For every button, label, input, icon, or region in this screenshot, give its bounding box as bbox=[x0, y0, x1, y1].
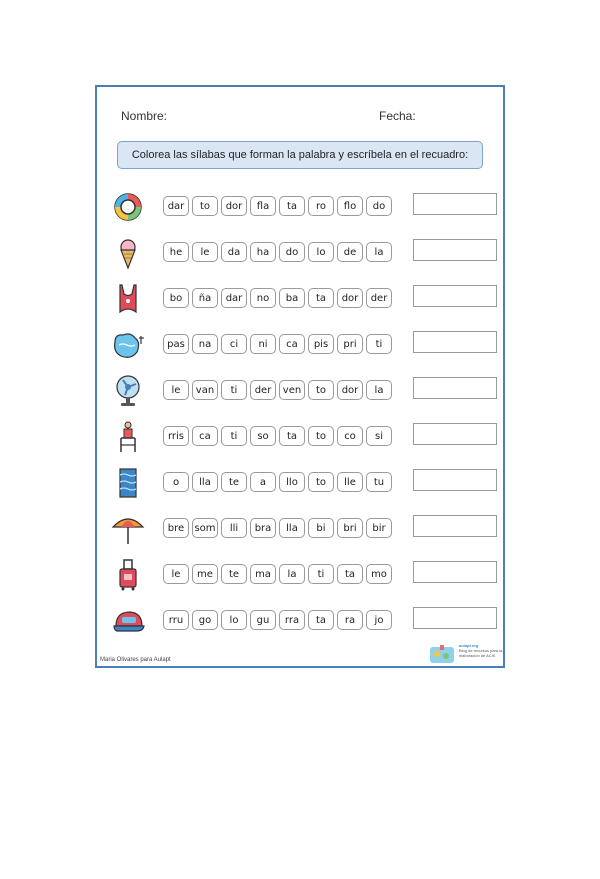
syllable-box[interactable]: bra bbox=[250, 518, 276, 538]
syllable-box[interactable]: ti bbox=[221, 380, 247, 400]
syllable-box[interactable]: ci bbox=[221, 334, 247, 354]
syllable-box[interactable]: rris bbox=[163, 426, 189, 446]
syllable-box[interactable]: pis bbox=[308, 334, 334, 354]
syllable-box[interactable]: lla bbox=[279, 518, 305, 538]
syllable-box[interactable]: na bbox=[192, 334, 218, 354]
syllable-box[interactable]: te bbox=[221, 564, 247, 584]
syllable-box[interactable]: lle bbox=[337, 472, 363, 492]
syllable-box[interactable]: la bbox=[279, 564, 305, 584]
syllable-box[interactable]: tu bbox=[366, 472, 392, 492]
syllable-box[interactable]: o bbox=[163, 472, 189, 492]
syllable-box[interactable]: ro bbox=[308, 196, 334, 216]
syllable-box[interactable]: ca bbox=[279, 334, 305, 354]
syllable-group bbox=[163, 518, 392, 538]
worksheet bbox=[95, 85, 505, 668]
syllable-box[interactable]: ma bbox=[250, 564, 276, 584]
syllable-box[interactable]: ti bbox=[308, 564, 334, 584]
exercise-row bbox=[97, 280, 503, 320]
syllable-box[interactable]: som bbox=[192, 518, 218, 538]
ice-cream-icon bbox=[111, 236, 145, 270]
syllable-box[interactable]: flo bbox=[337, 196, 363, 216]
syllable-box[interactable]: dar bbox=[221, 288, 247, 308]
towel-icon bbox=[111, 466, 145, 500]
syllable-box[interactable]: te bbox=[221, 472, 247, 492]
syllable-box[interactable]: der bbox=[250, 380, 276, 400]
syllable-box[interactable]: bre bbox=[163, 518, 189, 538]
syllable-group bbox=[163, 288, 392, 308]
answer-box[interactable] bbox=[413, 285, 497, 307]
exercise-row bbox=[97, 188, 503, 228]
answer-box[interactable] bbox=[413, 561, 497, 583]
syllable-box[interactable]: do bbox=[366, 196, 392, 216]
syllable-box[interactable]: ca bbox=[192, 426, 218, 446]
syllable-box[interactable]: ta bbox=[279, 426, 305, 446]
brand-block bbox=[459, 643, 503, 658]
answer-box[interactable] bbox=[413, 193, 497, 215]
syllable-group bbox=[163, 426, 392, 446]
syllable-box[interactable]: dor bbox=[337, 288, 363, 308]
suitcase-icon bbox=[111, 558, 145, 592]
exercise-row bbox=[97, 464, 503, 504]
syllable-box[interactable]: ni bbox=[250, 334, 276, 354]
syllable-box[interactable]: ba bbox=[279, 288, 305, 308]
syllable-box[interactable]: van bbox=[192, 380, 218, 400]
lifeguard-chair-icon bbox=[111, 420, 145, 454]
syllable-group bbox=[163, 564, 392, 584]
syllable-box[interactable]: ven bbox=[279, 380, 305, 400]
syllable-box[interactable]: ha bbox=[250, 242, 276, 262]
syllable-group bbox=[163, 334, 392, 354]
syllable-box[interactable]: le bbox=[163, 564, 189, 584]
exercise-row bbox=[97, 418, 503, 458]
answer-box[interactable] bbox=[413, 331, 497, 353]
syllable-box[interactable]: pri bbox=[337, 334, 363, 354]
cap-icon bbox=[111, 604, 145, 638]
syllable-box[interactable]: ta bbox=[308, 288, 334, 308]
syllable-box[interactable]: rru bbox=[163, 610, 189, 630]
answer-box[interactable] bbox=[413, 377, 497, 399]
exercise-row bbox=[97, 556, 503, 596]
fan-icon bbox=[111, 374, 145, 408]
syllable-box[interactable]: ti bbox=[221, 426, 247, 446]
exercise-row bbox=[97, 602, 503, 642]
instruction-box: Colorea las sílabas que forman la palabra y escríbela en el recuadro: bbox=[117, 141, 483, 169]
brand-tagline: Blog de recursos para la elaboración de ACIS bbox=[459, 648, 503, 658]
syllable-box[interactable]: me bbox=[192, 564, 218, 584]
syllable-box[interactable]: le bbox=[163, 380, 189, 400]
exercise-row bbox=[97, 326, 503, 366]
syllable-box[interactable]: le bbox=[192, 242, 218, 262]
syllable-box[interactable]: to bbox=[192, 196, 218, 216]
syllable-box[interactable]: la bbox=[366, 242, 392, 262]
syllable-box[interactable]: dor bbox=[337, 380, 363, 400]
syllable-group bbox=[163, 242, 392, 262]
syllable-box[interactable]: a bbox=[250, 472, 276, 492]
aulapt-logo-icon bbox=[429, 643, 455, 665]
swimsuit-icon bbox=[111, 282, 145, 316]
syllable-box[interactable]: mo bbox=[366, 564, 392, 584]
syllable-group bbox=[163, 610, 392, 630]
syllable-box[interactable]: to bbox=[308, 426, 334, 446]
syllable-box[interactable]: ra bbox=[337, 610, 363, 630]
syllable-box[interactable]: llo bbox=[279, 472, 305, 492]
syllable-box[interactable]: go bbox=[192, 610, 218, 630]
answer-box[interactable] bbox=[413, 239, 497, 261]
syllable-box[interactable]: ta bbox=[337, 564, 363, 584]
answer-box[interactable] bbox=[413, 469, 497, 491]
syllable-box[interactable]: dar bbox=[163, 196, 189, 216]
answer-box[interactable] bbox=[413, 607, 497, 629]
syllable-box[interactable]: ta bbox=[308, 610, 334, 630]
answer-box[interactable] bbox=[413, 423, 497, 445]
syllable-box[interactable]: lli bbox=[221, 518, 247, 538]
syllable-box[interactable]: la bbox=[366, 380, 392, 400]
syllable-box[interactable]: bri bbox=[337, 518, 363, 538]
syllable-box[interactable]: da bbox=[221, 242, 247, 262]
syllable-box[interactable]: to bbox=[308, 472, 334, 492]
exercise-row bbox=[97, 510, 503, 550]
beach-umbrella-icon bbox=[111, 512, 145, 546]
syllable-box[interactable]: ta bbox=[279, 196, 305, 216]
syllable-group bbox=[163, 380, 392, 400]
syllable-box[interactable]: he bbox=[163, 242, 189, 262]
syllable-box[interactable]: ti bbox=[366, 334, 392, 354]
syllable-box[interactable]: no bbox=[250, 288, 276, 308]
syllable-box[interactable]: jo bbox=[366, 610, 392, 630]
syllable-group bbox=[163, 196, 392, 216]
author-credit: Maria Olivares para Aulapt bbox=[100, 657, 171, 663]
syllable-box[interactable]: de bbox=[337, 242, 363, 262]
syllable-box[interactable]: lo bbox=[308, 242, 334, 262]
name-label: Nombre: bbox=[121, 109, 168, 123]
syllable-box[interactable]: so bbox=[250, 426, 276, 446]
syllable-box[interactable]: der bbox=[366, 288, 392, 308]
syllable-box[interactable]: bi bbox=[308, 518, 334, 538]
syllable-box[interactable]: si bbox=[366, 426, 392, 446]
date-label: Fecha: bbox=[379, 109, 416, 123]
exercise-row bbox=[97, 372, 503, 412]
syllable-box[interactable]: fla bbox=[250, 196, 276, 216]
syllable-box[interactable]: bir bbox=[366, 518, 392, 538]
syllable-box[interactable]: co bbox=[337, 426, 363, 446]
syllable-box[interactable]: to bbox=[308, 380, 334, 400]
syllable-box[interactable]: do bbox=[279, 242, 305, 262]
syllable-box[interactable]: rra bbox=[279, 610, 305, 630]
swimming-pool-icon bbox=[111, 328, 145, 362]
exercise-row bbox=[97, 234, 503, 274]
syllable-group bbox=[163, 472, 392, 492]
syllable-box[interactable]: lo bbox=[221, 610, 247, 630]
swim-ring-icon bbox=[111, 190, 145, 224]
syllable-box[interactable]: pas bbox=[163, 334, 189, 354]
answer-box[interactable] bbox=[413, 515, 497, 537]
syllable-box[interactable]: gu bbox=[250, 610, 276, 630]
syllable-box[interactable]: bo bbox=[163, 288, 189, 308]
syllable-box[interactable]: dor bbox=[221, 196, 247, 216]
syllable-box[interactable]: ña bbox=[192, 288, 218, 308]
syllable-box[interactable]: lla bbox=[192, 472, 218, 492]
brand-name: aulapt.org bbox=[459, 643, 479, 648]
